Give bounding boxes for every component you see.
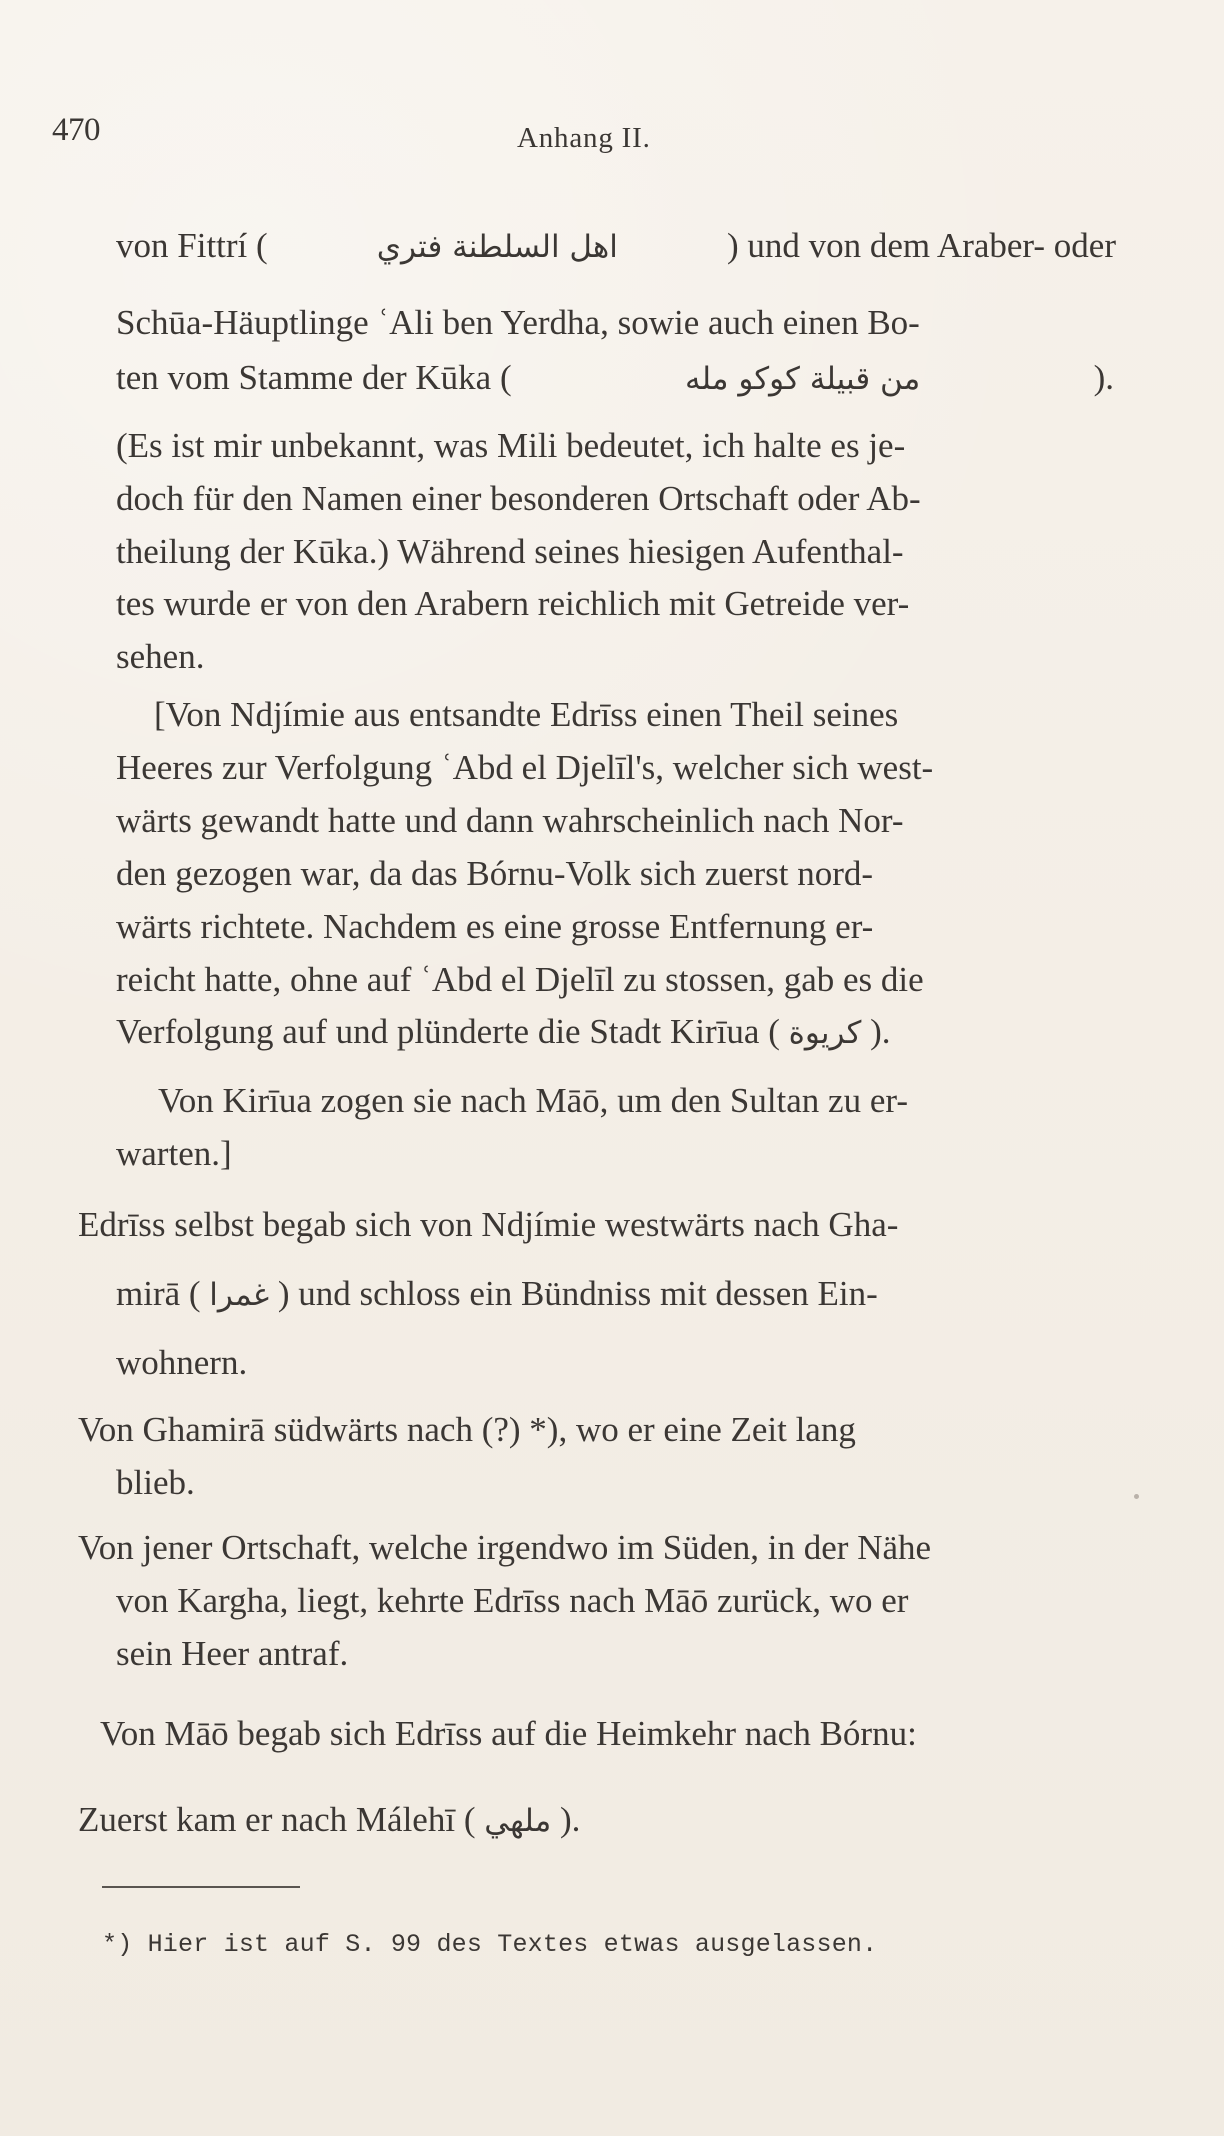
text-line-18: Edrīss selbst begab sich von Ndjímie westwärts nach Gha- — [78, 1205, 899, 1244]
line-3-post: ). — [1093, 358, 1114, 397]
text-line-19 — [116, 1276, 878, 1311]
text-line-2: Schūa-Häuptlinge ʿAli ben Yerdha, sowie auch einen Bo- — [116, 303, 920, 342]
text-line-7: tes wurde er von den Arabern reichlich mit Getreide ver- — [116, 584, 910, 623]
text-line-10: Heeres zur Verfolgung ʿAbd el Djelīl's, welcher sich west- — [116, 748, 934, 787]
line-19-post: ) und schloss ein Bündniss mit dessen Ein- — [277, 1274, 878, 1313]
text-line-1 — [116, 228, 1116, 263]
arabic-phrase-ghamira: غمرا — [209, 1277, 270, 1313]
arabic-phrase-kiriua: كريوة — [788, 1015, 862, 1051]
arabic-phrase-malehi: ملهي — [484, 1803, 552, 1839]
line-15-post: ). — [870, 1012, 891, 1051]
text-line-4: (Es ist mir unbekannt, was Mili bedeutet, ich halte es je- — [116, 426, 906, 465]
line-15-pre: Verfolgung auf und plünderte die Stadt Kirīua ( — [116, 1012, 780, 1051]
text-line-24: von Kargha, liegt, kehrte Edrīss nach Māō zurück, wo er — [116, 1581, 909, 1620]
text-line-27 — [78, 1802, 580, 1837]
page-number: 470 — [52, 112, 100, 148]
line-1-pre: von Fittrí ( — [116, 226, 268, 265]
line-19-pre: mirā ( — [116, 1274, 201, 1313]
footnote: *) Hier ist auf S. 99 des Textes etwas ausgelassen. — [102, 1930, 878, 1959]
text-line-21: Von Ghamirā südwärts nach (?) *), wo er eine Zeit lang — [78, 1410, 856, 1449]
line-27-pre: Zuerst kam er nach Málehī ( — [78, 1800, 476, 1839]
text-line-17: warten.] — [116, 1134, 232, 1173]
text-line-3 — [116, 360, 1114, 395]
text-line-8: sehen. — [116, 637, 205, 676]
page-speck — [1134, 1494, 1139, 1499]
line-27-post: ). — [559, 1800, 581, 1839]
footnote-divider — [102, 1886, 300, 1888]
running-head: Anhang II. — [517, 122, 651, 154]
text-line-13: wärts richtete. Nachdem es eine grosse Entfernung er- — [116, 907, 874, 946]
text-line-25: sein Heer antraf. — [116, 1634, 349, 1673]
text-line-14: reicht hatte, ohne auf ʿAbd el Djelīl zu stossen, gab es die — [116, 960, 924, 999]
text-line-9: [Von Ndjímie aus entsandte Edrīss einen Theil seines — [154, 695, 899, 734]
text-line-5: doch für den Namen einer besonderen Ortschaft oder Ab- — [116, 479, 921, 518]
line-1-post: ) und von dem Araber- oder — [726, 226, 1116, 265]
text-line-6: theilung der Kūka.) Während seines hiesigen Aufenthal- — [116, 532, 904, 571]
text-line-23: Von jener Ortschaft, welche irgendwo im Süden, in der Nähe — [78, 1528, 932, 1567]
text-line-16: Von Kirīua zogen sie nach Māō, um den Sultan zu er- — [158, 1081, 908, 1120]
arabic-phrase-kuka: من قبيلة كوكو مله — [684, 361, 921, 397]
page-header — [52, 112, 1172, 164]
text-line-20: wohnern. — [116, 1343, 248, 1382]
text-line-12: den gezogen war, da das Bórnu-Volk sich zuerst nord- — [116, 854, 874, 893]
text-line-11: wärts gewandt hatte und dann wahrscheinlich nach Nor- — [116, 801, 904, 840]
text-line-26: Von Māō begab sich Edrīss auf die Heimkehr nach Bórnu: — [100, 1714, 917, 1753]
line-3-pre: ten vom Stamme der Kūka ( — [116, 358, 512, 397]
arabic-phrase-fittri: اهل السلطنة فتري — [376, 229, 618, 265]
text-line-15 — [116, 1014, 891, 1049]
text-line-22: blieb. — [116, 1463, 195, 1502]
